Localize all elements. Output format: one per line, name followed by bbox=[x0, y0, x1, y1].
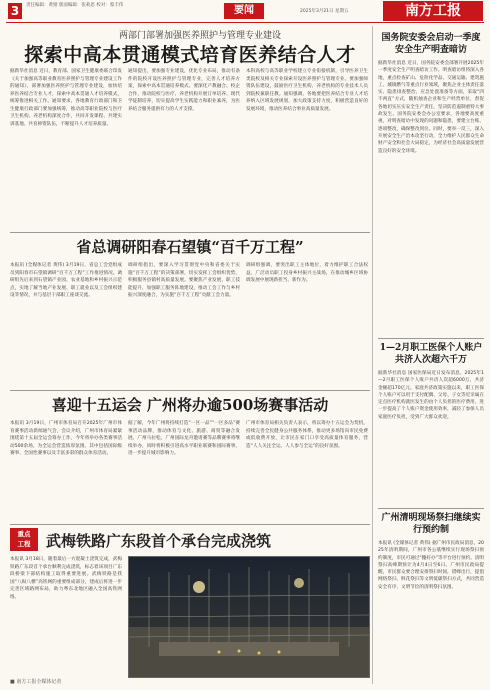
article3-headline: 喜迎十五运会 广州将办逾500场赛事活动 bbox=[51, 396, 329, 414]
lead-kicker: 两部门部署加强医养照护与管理专业建设 bbox=[118, 31, 281, 41]
lead-body-col2: 通知提出，要加强专业建设，优化专业布局，推动有条件的院校开设医养照护与管理专业，完善人才培养方案，探索中高本贯通培养模式。要深化产教融合、校企合作，推动院校与医疗、养老机构开展订单培养、现代学徒制培养，切实提高学生实践能力和职业素养，为医养结合服务提供有力的人才支撑。 bbox=[128, 69, 240, 112]
article4-body: 本报讯 3月18日，随着最后一方混凝土浇筑完成，武梅铁路广东段首个承台顺利完成浇筑，标志着该项目广东段桥梁下部结构施工取得重要进展。武梅铁路是我国“八纵八横”高铁网的重要组成部分，建成后将进一步完善区域路网布局，助力粤东北地区融入全国高铁网络。 bbox=[10, 557, 122, 600]
article-separator bbox=[10, 390, 370, 391]
editors-line: 责任编辑：黄婧 版面编辑：张莉恩 校对：蔡丰伟 bbox=[26, 3, 124, 8]
right-news2-title: 1—2月职工医保个人账户共济人次超六千万 bbox=[379, 343, 483, 365]
article3-body-col1: 本报讯 3月19日，广州市体育局召开2025年广州市体育赛事活动新闻通气会，会议介绍，广州市体育局紧紧围绕第十五届全运会筹办工作，今年将举办各类赛事活动500余场，为全运会营造浓厚氛围。其中包括国际级赛事、全国性赛事以及丰富多彩的群众体育活动。 bbox=[10, 421, 122, 456]
issue-date: 2025年3月21日 星期五 bbox=[300, 9, 349, 14]
page-number: 3 bbox=[8, 3, 22, 19]
article4-footer: ■ 南方工报全媒体记者 bbox=[10, 679, 62, 685]
right-news1-body: 据新华社消息 近日，国务院安委会部署开展2025年一季度安全生产明查暗访工作。明查暗访组将深入各地，重点检查矿山、危险化学品、交通运输、建筑施工、城镇燃气等重点行业领域，聚焦企业主体责任落实、隐患排查整治、应急处置准备等方面，采取“四不两直”方式，随机抽查企业和生产经营单位，督促各地切实压实安全生产责任，坚决防范遏制重特大事故发生。国务院安委会办公室要求，各地要高度重视，对明查暗访中发现的问题和隐患，要建立台账、逐项整改，确保整改到位。同时，要举一反三，深入开展安全生产治本攻坚行动，全力维护人民群众生命财产安全和社会大局稳定，为经济社会高质量发展营造良好的安全环境。 bbox=[378, 61, 484, 154]
article2-body-col1: 本报讯 (全媒体记者 黄伟) 3月19日，省总工会党组成员到阳春市石望镇调研“百千万工程”工作推进情况。调研组先后来到石望镇产业园、农业基地和乡村振兴示范点，实地了解当地产业发展、职工就业以及工会组织建设等情况，并与基层干部职工座谈交流。 bbox=[10, 263, 122, 298]
right-news1-title: 国务院安委会启动一季度安全生产明查暗访 bbox=[381, 33, 481, 55]
newspaper-logo: 南方工报 bbox=[383, 1, 483, 21]
lead-body-col1: 据新华社消息 近日，教育部、国家卫生健康委联合印发《关于加强高等职业教育医养照护与管理专业建设工作的通知》，部署加强医养照护与管理专业建设，加快培养医养结合专业人才，探索中高本贯通人才培养模式，统筹推进相关工作。通知要求，各地教育行政部门和卫生健康行政部门要加强统筹，推动高等职业院校与医疗卫生机构、养老机构深度合作，共同开发课程、共建实训基地、共育师资队伍，不断提升人才培养质量。 bbox=[10, 69, 122, 127]
construction-photo bbox=[128, 556, 370, 678]
right-news2-body: 据新华社消息 国家医保局近日发布消息，2025年1—2月职工医保个人账户共济人次超6000万，共济金额超170亿元。家庭共济政策实施以来，职工医保个人账户可以用于支付配偶、父母、子女等近亲属在定点医疗机构就医发生的由个人负担的医疗费用，进一步提高了个人账户资金使用效率，减轻了参保人员家庭医疗负担，受到广大群众欢迎。 bbox=[378, 371, 484, 420]
article2-body-col3: 调研组强调，要突出职工主体地位，着力维护职工合法权益，广泛动员职工投身乡村振兴主战场，在推动城乡区域协调发展中展现新担当、新作为。 bbox=[246, 263, 368, 283]
article3-body-col2: 据了解，今年广州将持续打造“一区一品”“一区多品”赛事活动品牌，推动体育与文化、旅游、商贸等融合发展。广州马拉松、广州国际龙舟邀请赛等品牌赛事将继续举办，同时将积极引进高水平职业联赛和国际赛事，进一步提升城市影响力。 bbox=[128, 421, 240, 456]
right-separator bbox=[378, 338, 484, 339]
badge-line1: 重点 bbox=[17, 530, 31, 538]
header-rule bbox=[6, 22, 484, 23]
lead-body-col3: 本科高校与高等职业学校建立专业衔接机制，引导医养卫生类院校及相关专业探索开设医养照护与管理专业。要加强师资队伍建设，鼓励医疗卫生机构、养老机构的专业技术人员到院校兼职任教。通知强调，各地要把医养结合专业人才培养纳入区域发展规划，加大政策支持力度，积极营造良好的发展环境，推动医养结合事业高质量发展。 bbox=[246, 69, 368, 112]
column-divider bbox=[372, 26, 373, 684]
section-title: 要闻 bbox=[224, 3, 264, 19]
article-separator bbox=[10, 232, 370, 233]
right-news3-body: 本报讯 (全媒体记者 黄伟) 据广州市民政局消息，2025年清明期间，广州市各公墓继续实行现场祭扫预约制度，市民可通过“穗好办”等平台进行预约。清明祭扫高峰期预计为4月4日至6日。广州市民政局提醒，市民群众要合理安排祭扫时间，错峰出行，提倡网络祭扫、鲜花祭扫等文明低碳祭扫方式，共同营造安全有序、文明节俭的清明祭扫氛围。 bbox=[378, 541, 484, 590]
key-project-badge bbox=[10, 528, 38, 551]
article2-body-col2: 调研组指出，要深入学习贯彻党中央和省委关于实施“百千万工程”的决策部署，切实发挥工会组织优势，积极服务县镇村高质量发展。要聚焦产业发展、职工技能提升，加强职工服务阵地建设，推动工会工作与乡村振兴深度融合，为实施“百千万工程”贡献工会力量。 bbox=[128, 263, 240, 298]
right-separator bbox=[378, 508, 484, 509]
right-news3-title: 广州清明现场祭扫继续实行预约制 bbox=[381, 513, 481, 535]
article3-body-col3: 广州市体育局相关负责人表示，将以筹办十五运会为契机，持续完善全民健身公共服务体系，推动更多场馆向市民免费或低收费开放，让市民在家门口享受高质量体育服务，营造“人人关注全运、人人参与全运”的良好氛围。 bbox=[246, 421, 368, 449]
lead-headline: 探索中高本贯通模式培育医养结合人才 bbox=[24, 44, 356, 66]
article4-headline: 武梅铁路广东段首个承台完成浇筑 bbox=[46, 532, 272, 550]
article-separator bbox=[10, 524, 370, 525]
construction-site-image bbox=[129, 557, 369, 677]
badge-line2: 工程 bbox=[17, 540, 31, 548]
page-header bbox=[0, 0, 490, 22]
article2-headline: 省总调研阳春石望镇“百千万工程” bbox=[76, 238, 304, 256]
